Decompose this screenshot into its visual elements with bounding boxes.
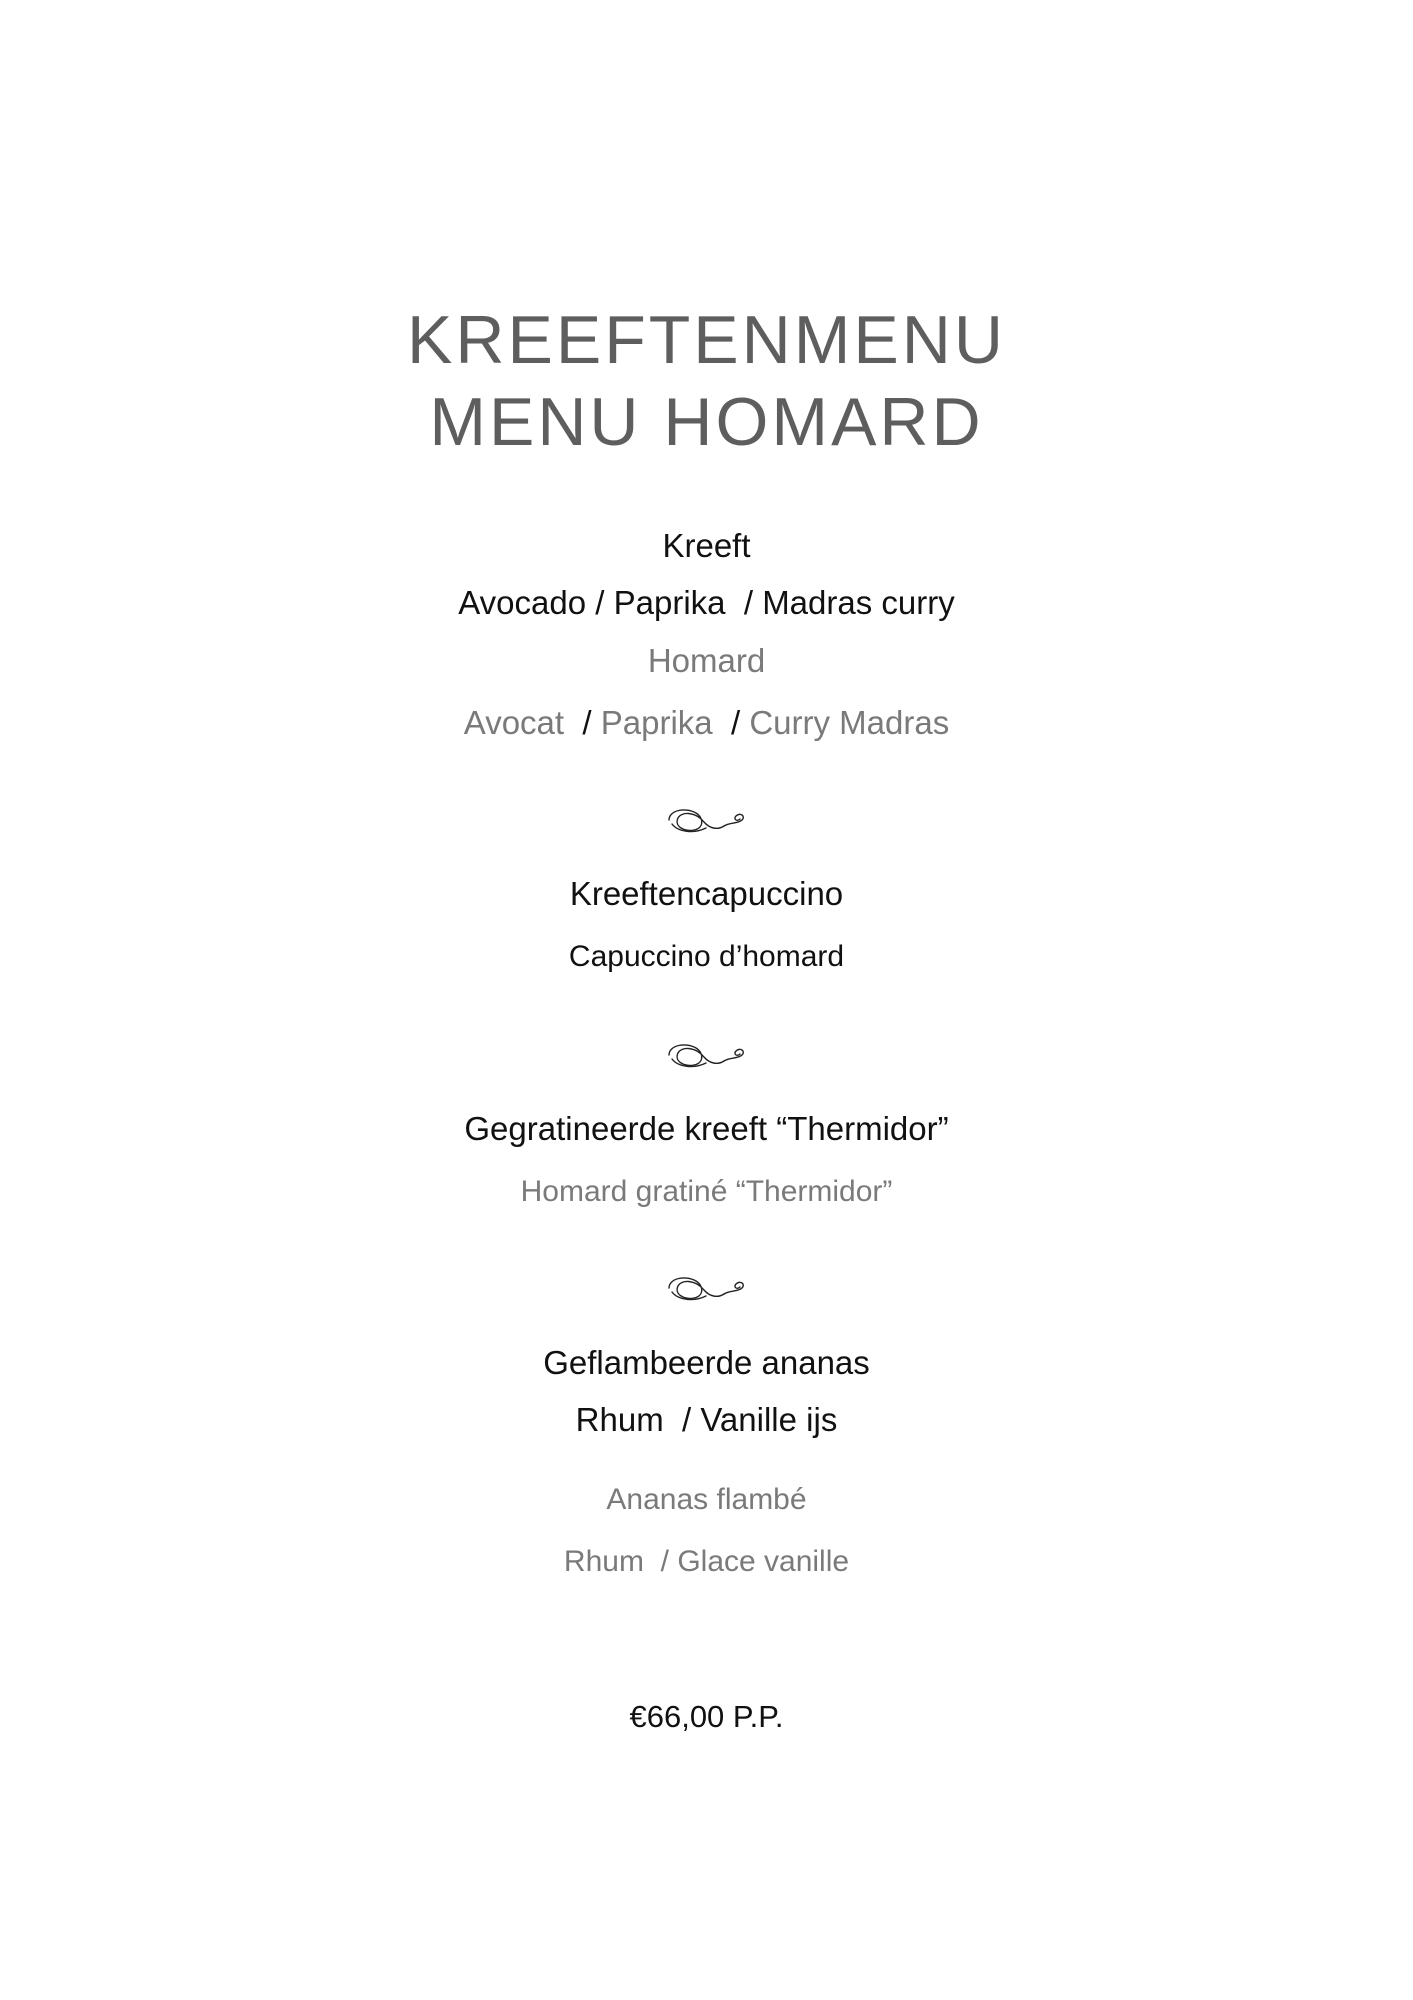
garnish-item: Paprika [613, 584, 726, 621]
garnish-item: Vanille ijs [700, 1401, 838, 1438]
course-1-name-french: Homard [647, 642, 766, 679]
flourish-ornament-icon [666, 802, 748, 838]
flourish-ornament-icon [666, 1270, 748, 1306]
garnish-separator: / [582, 704, 592, 741]
menu-title-french: MENU HOMARD [429, 384, 984, 460]
garnish-item: Madras curry [762, 584, 955, 621]
garnish-item: Avocado [458, 584, 587, 621]
course-2-name-french: Capuccino d’homard [568, 940, 845, 973]
garnish-item: Glace vanille [677, 1545, 850, 1578]
menu-title-dutch: KREEFTENMENU [407, 302, 1006, 378]
garnish-item: Avocat [463, 704, 565, 741]
garnish-item: Curry Madras [749, 704, 950, 741]
course-4-name-french: Ananas flambé [606, 1483, 807, 1516]
garnish-item: Paprika [600, 704, 713, 741]
course-4-garnish-dutch [0, 1400, 1413, 1440]
course-1-garnish-french [0, 703, 1413, 743]
garnish-separator: / [682, 1401, 692, 1438]
course-3-name-dutch: Gegratineerde kreeft “Thermidor” [464, 1110, 949, 1147]
course-2-name-dutch: Kreeftencapuccino [569, 875, 844, 912]
garnish-separator: / [731, 704, 741, 741]
course-4-garnish-french [0, 1542, 1413, 1582]
garnish-item: Rhum [575, 1401, 664, 1438]
garnish-separator: / [743, 584, 754, 621]
course-4-name-dutch: Geflambeerde ananas [543, 1344, 870, 1381]
menu-price: €66,00 P.P. [629, 1699, 784, 1734]
garnish-item: Rhum [563, 1545, 644, 1578]
flourish-ornament-icon [666, 1037, 748, 1073]
course-3-name-french: Homard gratiné “Thermidor” [520, 1175, 893, 1208]
garnish-separator: / [660, 1545, 669, 1578]
course-1-name-dutch: Kreeft [662, 527, 751, 564]
garnish-separator: / [595, 584, 605, 621]
course-1-garnish-dutch [0, 583, 1413, 623]
